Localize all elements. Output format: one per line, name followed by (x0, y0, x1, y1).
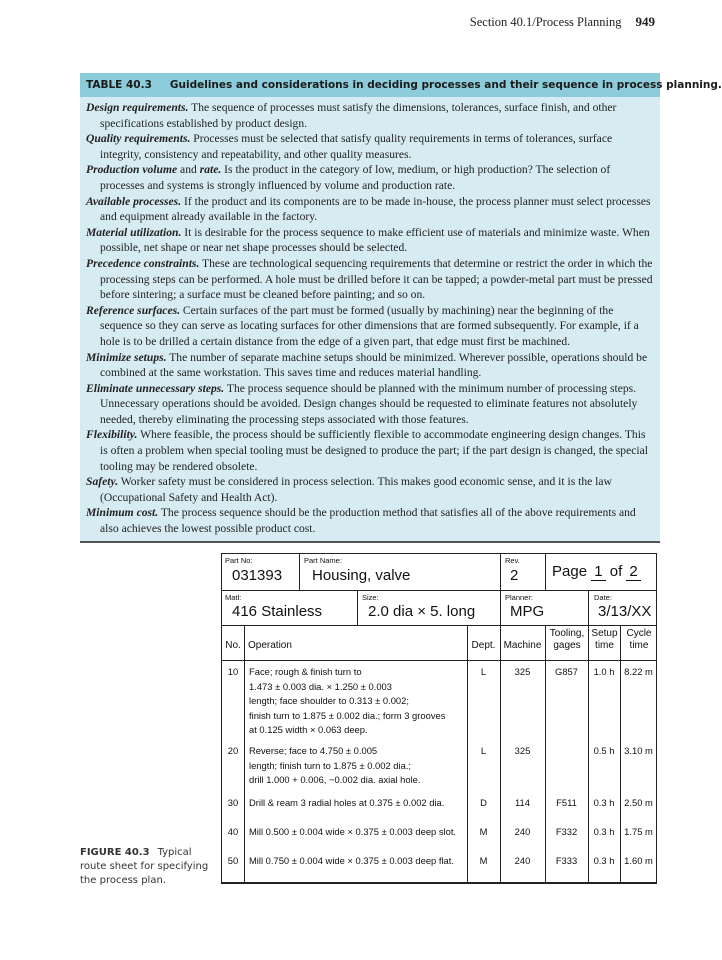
page-current: 1 (591, 563, 605, 581)
planner-label: Planner: (505, 593, 533, 602)
section-title: Section 40.1/Process Planning (469, 15, 622, 29)
op-line: finish turn to 1.875 ± 0.002 dia.; form 3 grooves (249, 709, 446, 721)
col-machine: Machine (503, 640, 542, 651)
guideline-text: It is desirable for the process sequence to make efficient use of materials and minimize waste. When possible, net shape or near net shape processes should be selected. (100, 225, 650, 255)
guideline-entry (86, 427, 654, 474)
guideline-entry (86, 131, 654, 162)
guideline-term: Eliminate unnecessary steps. (86, 381, 225, 395)
op-machine: 240 (514, 826, 531, 837)
guideline-entry (86, 162, 654, 193)
op-description (249, 825, 465, 840)
op-dept: L (480, 666, 487, 677)
guideline-text: If the product and its components are to be made in-house, the process planner must select processes and equipment already available in the factory. (100, 194, 651, 224)
col-dept: Dept. (471, 640, 496, 651)
op-dept: D (480, 797, 487, 808)
guideline-text: Worker safety must be considered in process selection. This makes good economic sense, and it is the law (Occupational Safety and Health Act). (100, 475, 612, 504)
matl-label: Matl: (225, 593, 242, 602)
guideline-text: The process sequence should be planned with the minimum number of processing steps. Unnecessary operations should be avoided. Design changes should be requested to eliminate features not absolutely needed, thereby eliminating the processing steps associated with those features. (100, 381, 638, 426)
op-number: 30 (227, 797, 239, 808)
op-line: length; finish turn to 1.875 ± 0.002 dia.; (249, 759, 412, 771)
guideline-term: Material utilization. (86, 225, 182, 239)
size-label: Size: (362, 593, 379, 602)
op-setup: 0.3 h (593, 855, 615, 866)
guideline-entry (86, 225, 654, 256)
op-machine: 114 (515, 797, 530, 808)
op-tooling: G857 (555, 666, 578, 677)
op-machine: 325 (514, 745, 531, 756)
op-line: 1.473 ± 0.003 dia. × 1.250 ± 0.003 (249, 680, 392, 692)
guideline-term: Minimize setups. (86, 350, 167, 364)
page-indicator (552, 563, 641, 580)
col-no: No. (225, 640, 241, 651)
guideline-entry (86, 381, 654, 428)
guideline-term: Quality requirements. (86, 132, 191, 146)
guideline-term: Flexibility. (86, 428, 138, 442)
guideline-term: Design requirements. (86, 101, 189, 114)
figure-caption-text: Typical route sheet for specifying the process plan. (80, 847, 209, 886)
date-value: 3/13/XX (598, 603, 652, 620)
col-operation: Operation (248, 640, 292, 651)
date-label: Date: (594, 593, 612, 602)
op-line: length; face shoulder to 0.313 ± 0.002; (249, 695, 409, 706)
figure-caption (80, 846, 212, 888)
op-setup: 0.3 h (593, 826, 615, 837)
op-machine: 240 (514, 855, 531, 866)
op-dept: M (479, 855, 488, 866)
op-line: Face; rough & finish turn to (249, 666, 362, 677)
op-setup: 0.3 h (593, 797, 615, 808)
guideline-entry (86, 256, 654, 303)
guideline-text: These are technological sequencing requirements that determine or restrict the order in which the processing steps can be performed. A hole must be drilled before it can be tapped; a powder-metal part must be pressed before sintering; a surface must be cleaned before painting; and so on. (100, 256, 653, 302)
op-line: Mill 0.500 ± 0.004 wide × 0.375 ± 0.003 deep slot. (249, 826, 457, 837)
table-number: TABLE 40.3 (86, 79, 152, 91)
table-title-bar (80, 73, 722, 97)
size-value: 2.0 dia × 5. long (368, 603, 476, 620)
op-number: 20 (227, 745, 239, 756)
guideline-term: Production volume (86, 163, 178, 177)
op-tooling: F332 (555, 826, 578, 837)
matl-value: 416 Stainless (232, 603, 323, 620)
guideline-term: Available processes. (86, 194, 182, 208)
op-line: Reverse; face to 4.750 ± 0.005 (249, 745, 378, 756)
part-no-label: Part No: (225, 556, 253, 565)
guideline-text: The number of separate machine setups should be minimized. Wherever possible, operations should be combined at the same workstation. This saves time and reduces material handling. (100, 350, 648, 380)
op-number: 50 (227, 855, 239, 866)
guideline-term: Safety. (86, 475, 119, 489)
guideline-text: The process sequence should be the production method that satisfies all of the above requirements and also achieves the lowest possible product cost. (100, 506, 636, 536)
op-description (249, 796, 465, 811)
op-line: Drill & ream 3 radial holes at 0.375 ± 0.002 dia. (249, 797, 445, 808)
guideline-text: Where feasible, the process should be sufficiently flexible to accommodate engineering design changes. This is often a problem when special tooling must be designed to produce the part; if the part design is changed, the special tooling may be rendered obsolete. (100, 428, 648, 473)
guideline-text: Is the product in the category of low, medium, or high production? The selection of processes and systems is strongly influenced by volume and production rate. (100, 163, 611, 192)
op-number: 40 (227, 826, 239, 837)
op-cycle: 2.50 m (624, 797, 653, 808)
running-header (470, 14, 655, 30)
part-no-value: 031393 (232, 567, 283, 584)
op-cycle: 1.75 m (624, 826, 653, 837)
rev-value: 2 (510, 567, 519, 584)
guideline-term: rate. (199, 163, 222, 177)
page-word: Page (552, 563, 588, 580)
op-dept: L (480, 745, 487, 756)
guideline-connector: and (177, 163, 200, 177)
part-name-label: Part Name: (304, 556, 342, 565)
page-of: of (609, 563, 623, 580)
guideline-term: Minimum cost. (86, 506, 159, 520)
page-total: 2 (626, 563, 640, 581)
guideline-entry (86, 505, 654, 536)
guideline-entry (86, 350, 654, 381)
part-name-value: Housing, valve (312, 567, 411, 584)
op-description (249, 744, 465, 788)
guideline-term: Precedence constraints. (86, 256, 200, 270)
op-setup: 1.0 h (593, 666, 615, 677)
rev-label: Rev. (505, 556, 520, 565)
planner-value: MPG (510, 603, 545, 620)
op-tooling: F511 (556, 797, 577, 808)
op-description (249, 854, 465, 869)
op-number: 10 (227, 666, 239, 677)
op-dept: M (479, 826, 488, 837)
guideline-text: Certain surfaces of the part must be formed (usually by machining) near the beginning of the sequence so they can serve as locating surfaces for other dimensions that are formed subsequently. For example, if a hole is to be drilled a certain distance from the edge of a given part, that edge must first be machined. (100, 303, 639, 348)
guideline-entry (86, 474, 654, 505)
col-setup: Setup time (591, 628, 618, 651)
guideline-text: The sequence of processes must satisfy the dimensions, tolerances, surface finish, and other specifications established by product design. (100, 101, 617, 130)
guideline-entry (86, 303, 654, 350)
op-cycle: 1.60 m (624, 855, 653, 866)
op-line: at 0.125 width × 0.063 deep. (249, 724, 368, 735)
op-tooling: F333 (555, 855, 578, 866)
page-number: 949 (635, 14, 655, 29)
guideline-entry (86, 194, 654, 225)
guideline-entry (86, 100, 654, 131)
op-machine: 325 (514, 666, 531, 677)
op-line: Mill 0.750 ± 0.004 wide × 0.375 ± 0.003 deep flat. (249, 855, 454, 866)
guideline-term: Reference surfaces. (86, 303, 181, 317)
op-line: drill 1.000 + 0.006, −0.002 dia. axial hole. (249, 774, 421, 785)
op-cycle: 8.22 m (624, 666, 653, 677)
table-title: Guidelines and considerations in deciding processes and their sequence in process planning. (169, 79, 722, 91)
table-entries (80, 97, 660, 541)
col-cycle: Cycle time (626, 628, 652, 651)
figure-number: FIGURE 40.3 (80, 847, 150, 858)
op-description (249, 665, 465, 738)
guideline-text: Processes must be selected that satisfy quality requirements in terms of tolerances, surface integrity, consistency and repeatability, and other quality measures. (100, 132, 613, 161)
col-tooling: Tooling, gages (549, 628, 585, 651)
guidelines-table (80, 73, 722, 543)
op-cycle: 3.10 m (624, 745, 653, 756)
op-setup: 0.5 h (593, 745, 615, 756)
